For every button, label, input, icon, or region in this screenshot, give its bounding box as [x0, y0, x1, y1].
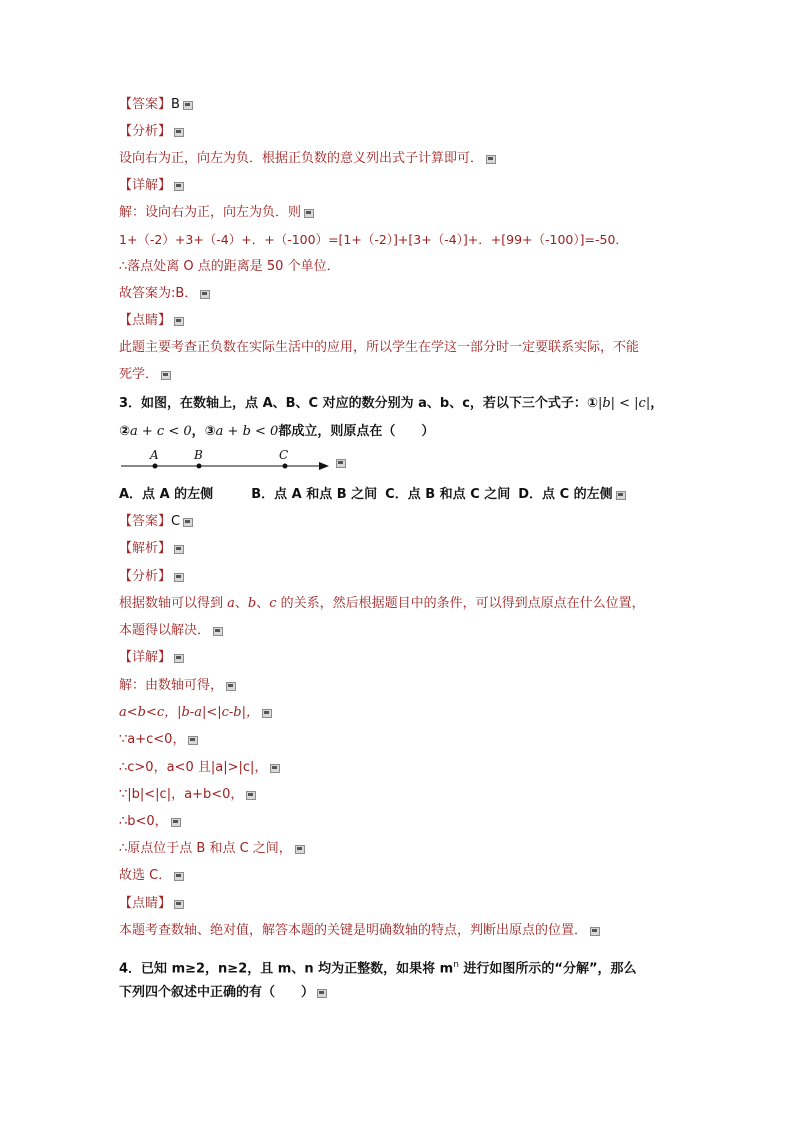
q2-comment-2: 死学． [119, 365, 754, 385]
paragraph-mark-icon [246, 791, 255, 799]
paragraph-mark-icon [174, 128, 183, 136]
label-a: A [150, 448, 159, 462]
q2-comment-1: 此题主要考查正负数在实际生活中的应用，所以学生在学这一部分时一定要联系实际，不能 [119, 340, 640, 355]
paragraph-mark-icon [270, 764, 279, 772]
paragraph-mark-icon [174, 182, 183, 190]
q3-analysis-2: 本题得以解决． [119, 621, 754, 641]
q3-comment-tag-line [119, 894, 754, 914]
q4-stem-1: 4．已知 m≥2，n≥2，且 m、n 均为正整数，如果将 $m^n$ 进行如图所示的“分解”，那么 [119, 960, 637, 977]
paragraph-mark-icon [226, 682, 235, 690]
paragraph-mark-icon [174, 545, 183, 553]
paragraph-mark-icon [174, 654, 183, 662]
detail-tag: 【详解】 [119, 178, 172, 193]
number-line-figure [119, 445, 349, 475]
q3-answer-line [119, 512, 754, 532]
answer-tag: 【答案】 [119, 97, 172, 112]
comment-tag: 【点睛】 [119, 896, 172, 911]
q2-analysis-text: 设向右为正，向左为负．根据正负数的意义列出式子计算即可． [119, 149, 754, 169]
paragraph-mark-icon [200, 290, 209, 298]
q2-detail-3: ∴落点处离 O 点的距离是 50 个单位． [119, 259, 340, 274]
q3-detail-8: 故选 C． [119, 866, 754, 886]
paragraph-mark-icon [486, 155, 495, 163]
analysis-tag: 【分析】 [119, 569, 172, 584]
q3-detail-6: ∴b<0， [119, 812, 754, 832]
point-c [283, 464, 288, 469]
answer-tag: 【答案】 [119, 514, 172, 529]
option-d: D．点 C 的左侧 [518, 487, 613, 502]
number-line-svg [119, 445, 349, 475]
q3-detail-7: ∴原点位于点 B 和点 C 之间， [119, 839, 754, 859]
detail-tag: 【详解】 [119, 650, 172, 665]
paragraph-mark-icon [174, 872, 183, 880]
q4-stem-2: 下列四个叙述中正确的有（ ） [119, 983, 754, 1003]
paragraph-mark-icon [295, 845, 304, 853]
q2-comment-tag-line [119, 311, 754, 331]
q3-analysis-tag-line [119, 567, 754, 587]
paragraph-mark-icon [174, 900, 183, 908]
q3-detail-tag-line [119, 648, 754, 668]
q3-detail-1: 解：由数轴可得， [119, 676, 754, 696]
option-a: A．点 A 的左侧 [119, 487, 214, 502]
q3-jiexi-tag-line [119, 539, 754, 559]
q2-detail-2: 1+（-2）+3+（-4）+．+（-100）=[1+（-2）]+[3+（-4）]+．+[99+（-100）]=-50． [119, 232, 628, 247]
paragraph-mark-icon [188, 736, 197, 744]
q3-stem-1: 3．如图，在数轴上，点 A、B、C 对应的数分别为 a、b、c，若以下三个式子：①|b| < |c|， [119, 396, 664, 411]
paragraph-mark-icon [336, 459, 345, 467]
paragraph-mark-icon [183, 518, 192, 526]
paragraph-mark-icon [171, 818, 180, 826]
q3-options [119, 485, 754, 505]
q2-detail-tag-line [119, 176, 754, 196]
paragraph-mark-icon [262, 709, 271, 717]
option-b: B．点 A 和点 B 之间 [251, 487, 378, 502]
answer-value: B [171, 97, 180, 112]
q2-detail-4: 故答案为:B． [119, 284, 754, 304]
point-b [197, 464, 202, 469]
q3-detail-2: a<b<c，|b-a|<|c-b|， [119, 703, 754, 723]
comment-tag: 【点睛】 [119, 313, 172, 328]
point-a [153, 464, 158, 469]
q3-detail-4: ∴c>0，a<0 且|a|>|c|， [119, 758, 754, 778]
q3-detail-5: ∵|b|<|c|，a+b<0， [119, 785, 754, 805]
label-c: C [279, 448, 289, 462]
paragraph-mark-icon [213, 627, 222, 635]
axis-arrow-icon [319, 462, 329, 470]
paragraph-mark-icon [317, 989, 326, 997]
paragraph-mark-icon [304, 209, 313, 217]
q2-answer-line [119, 95, 754, 115]
analysis-tag: 【分析】 [119, 124, 172, 139]
q3-analysis-1: 根据数轴可以得到 a、b、c 的关系，然后根据题目中的条件，可以得到点原点在什么位置， [119, 596, 645, 611]
q3-comment: 本题考查数轴、绝对值，解答本题的关键是明确数轴的特点，判断出原点的位置． [119, 921, 754, 941]
answer-value: C [171, 514, 181, 529]
paragraph-mark-icon [183, 101, 192, 109]
option-c: C．点 B 和点 C 之间 [385, 487, 511, 502]
q3-stem-2: ②a + c < 0，③a + b < 0都成立，则原点在（ ） [119, 424, 435, 439]
q2-analysis-tag-line [119, 122, 754, 142]
jiexi-tag: 【解析】 [119, 541, 172, 556]
paragraph-mark-icon [590, 927, 599, 935]
label-b: B [194, 448, 203, 462]
paragraph-mark-icon [174, 317, 183, 325]
paragraph-mark-icon [616, 491, 625, 499]
q3-detail-3: ∵a+c<0， [119, 730, 754, 750]
paragraph-mark-icon [174, 573, 183, 581]
paragraph-mark-icon [161, 371, 170, 379]
q2-detail-1: 解：设向右为正，向左为负．则 [119, 203, 754, 223]
